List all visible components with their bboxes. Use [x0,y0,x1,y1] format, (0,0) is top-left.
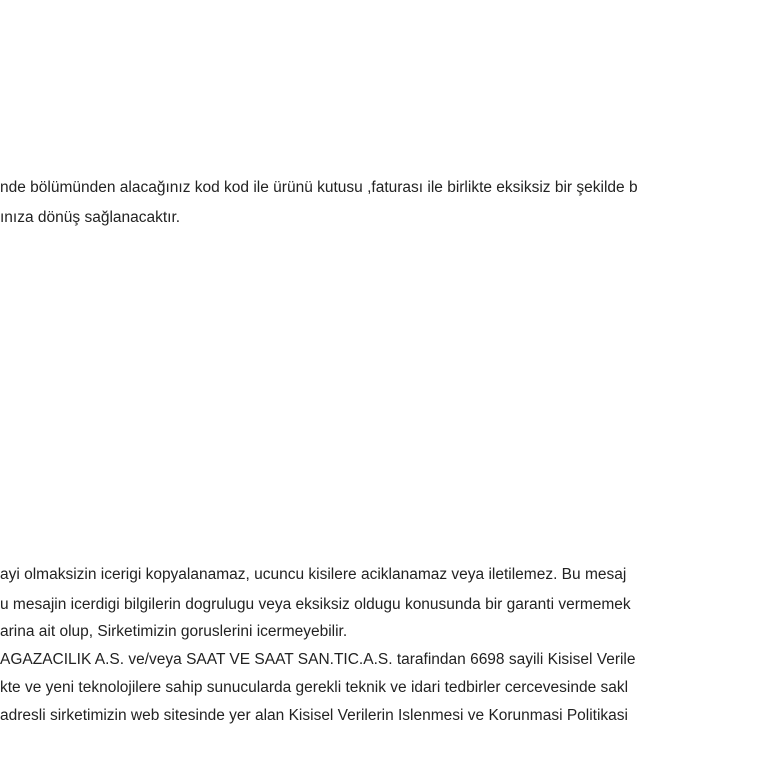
return-instructions-line-2: ınıza dönüş sağlanacaktır. [0,209,181,226]
disclaimer-line-2: u mesajin icerdigi bilgilerin dogrulugu veya eksiksiz oldugu konusunda bir garanti vermemek [0,596,631,613]
return-instructions-line-1: nde bölümünden alacağınız kod kod ile ürünü kutusu ,faturası ile birlikte eksiksiz bir şekilde b [0,179,638,196]
disclaimer-line-4: AGAZACILIK A.S. ve/veya SAAT VE SAAT SAN.TIC.A.S. tarafindan 6698 sayili Kisisel Verile [0,651,636,668]
disclaimer-line-6: adresli sirketimizin web sitesinde yer alan Kisisel Verilerin Islenmesi ve Korunmasi Politikasi [0,707,628,724]
disclaimer-line-1: ayi olmaksizin icerigi kopyalanamaz, ucuncu kisilere aciklanamaz veya iletilemez. Bu mesaj [0,566,627,583]
disclaimer-line-5: kte ve yeni teknolojilere sahip sunucularda gerekli teknik ve idari tedbirler cercevesinde sakl [0,679,629,696]
disclaimer-line-3: arina ait olup, Sirketimizin goruslerini icermeyebilir. [0,623,348,640]
